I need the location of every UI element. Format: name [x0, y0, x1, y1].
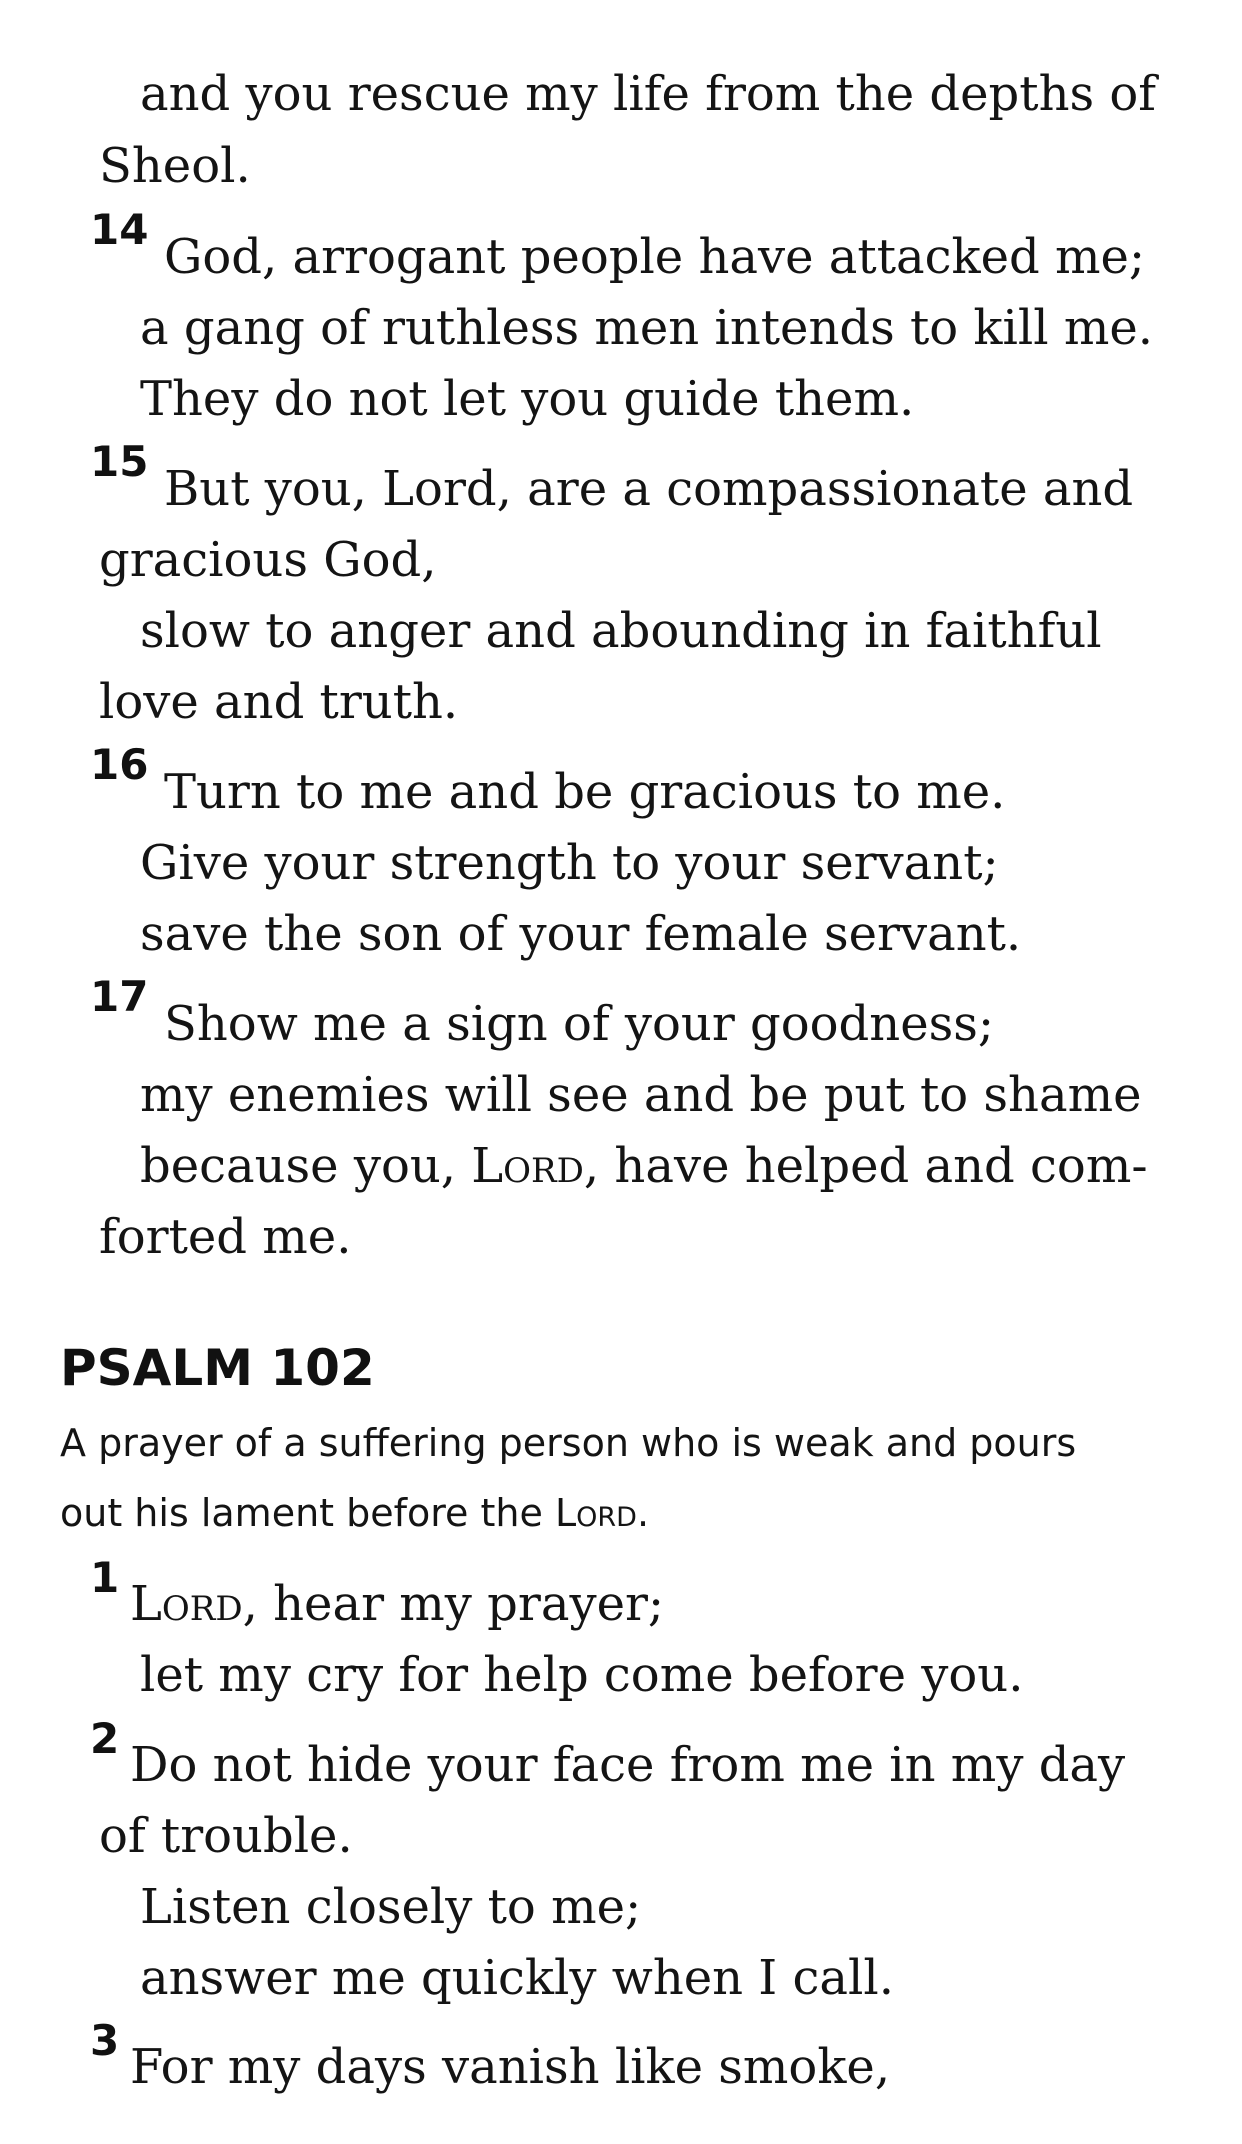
verse-number-16: 16: [90, 740, 149, 789]
verse-1-line-1-end: , hear my prayer;: [242, 1576, 665, 1632]
psalm-heading: PSALM 102: [60, 1339, 375, 1397]
verse-2-line-4: answer me quickly when I call.: [140, 1950, 894, 2006]
divine-name-lord: Lord: [130, 1576, 243, 1632]
verse-number-2: 2: [90, 1714, 120, 1763]
superscription-line-2-end: .: [636, 1491, 650, 1535]
verse-15-line-1: But you, Lord, are a compassionate and: [164, 461, 1134, 517]
divine-name-lord: Lord: [554, 1491, 637, 1535]
verse-1-line-2: let my cry for help come before you.: [140, 1647, 1024, 1703]
verse-17-line-3-end: , have helped and com-: [583, 1138, 1148, 1194]
verse-17-line-2: my enemies will see and be put to shame: [140, 1067, 1142, 1123]
verse-number-3: 3: [90, 2016, 120, 2065]
verse-17-line-3-start: because you,: [140, 1138, 472, 1194]
verse-14-line-3: They do not let you guide them.: [140, 371, 915, 427]
psalm-superscription-line-1: A prayer of a suffering person who is weak and pours: [60, 1421, 1077, 1465]
verse-13-continuation-line: and you rescue my life from the depths of: [140, 66, 1157, 122]
verse-2-line-2: of trouble.: [99, 1808, 353, 1864]
verse-1-line-1: [130, 1574, 664, 1634]
verse-17-line-1: Show me a sign of your goodness;: [164, 996, 995, 1052]
verse-16-line-3: save the son of your female servant.: [140, 906, 1022, 962]
verse-13-continuation-end: Sheol.: [99, 138, 251, 194]
verse-15-line-4: love and truth.: [99, 674, 459, 730]
superscription-line-2-start: out his lament before the: [60, 1491, 555, 1535]
verse-15-line-3: slow to anger and abounding in faithful: [140, 603, 1102, 659]
verse-2-line-3: Listen closely to me;: [140, 1879, 642, 1935]
verse-number-17: 17: [90, 972, 149, 1021]
verse-17-line-4: forted me.: [99, 1209, 352, 1265]
verse-number-14: 14: [90, 205, 149, 254]
verse-14-line-2: a gang of ruthless men intends to kill me.: [140, 300, 1153, 356]
verse-15-line-2: gracious God,: [99, 532, 437, 588]
verse-16-line-2: Give your strength to your servant;: [140, 835, 999, 891]
verse-number-1: 1: [90, 1553, 120, 1602]
verse-3-line-1: For my days vanish like smoke,: [130, 2039, 891, 2095]
divine-name-lord: Lord: [471, 1138, 584, 1194]
verse-16-line-1: Turn to me and be gracious to me.: [164, 764, 1006, 820]
verse-14-line-1: God, arrogant people have attacked me;: [164, 229, 1146, 285]
verse-number-15: 15: [90, 437, 149, 486]
psalm-superscription-line-2: [60, 1488, 649, 1538]
verse-17-line-3: [140, 1136, 1148, 1196]
verse-2-line-1: Do not hide your face from me in my day: [130, 1737, 1126, 1793]
